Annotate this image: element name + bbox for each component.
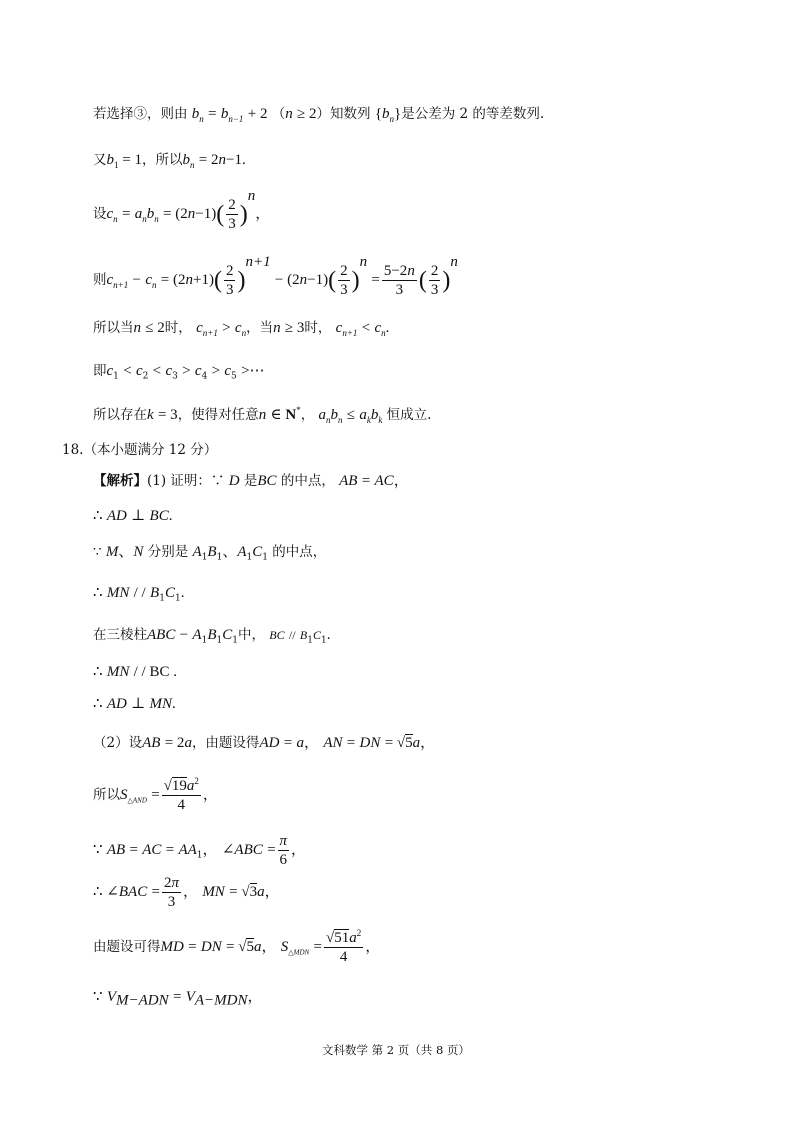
text: 的中点， [280,473,335,489]
text: ，由题设得 [191,735,260,751]
text: 又 [93,152,107,168]
line-5: 所以当n ≤ 2时， $c_{n+1} > c_n$，当n ≥ 3时， $c_{n+1} < c_n$. [93,320,390,338]
line-2: 又$b_1 = 1$，所以$b_n = 2n-1$. [93,152,246,170]
text: 即 [93,363,107,379]
text: 则 [93,272,107,288]
text: 由题设可得 [93,939,161,955]
text: ，当 [246,320,274,336]
text: 设 [93,206,107,222]
line-6: 即$c_1 < c_2 < c_3 > c_4 > c_5$ >⋯ [93,363,265,382]
text: ）知数列 [316,106,371,122]
text: （ [271,106,286,122]
text: （2）设 [93,735,143,751]
line-20: ∵ $V_{M-ADN} = V_{A-MDN}$， [93,989,263,1009]
line-14: ∴ AD ⊥ MN. [93,696,176,712]
text: 中， [237,627,265,643]
text: 分别是 [147,544,189,560]
line-1: 若选择③，则由 $b_n = b_{n-1} + 2$ （n ≥ 2）知数列 $\{b_n\}$是公差为 2 的等差数列. [93,106,545,124]
text: 若选择③，则由 [93,106,188,122]
text: 是公差为 [401,106,456,122]
line-19: 由题设可得MD = DN = √5a， $S_{\triangle MDN}$ = $\frac{√51a^2}{4}$ ， [93,928,381,965]
line-16: 所以$S_{\triangle AND}$ = $\frac{√19a^2}{4}$ ， [93,776,218,813]
line-13: ∴ MN / / BC . [93,664,177,680]
line-7: 所以存在k = 3，使得对任意n ∈ N*， $a_nb_n \le a_kb_k$ 恒成立. [93,405,432,425]
text: 所以存在 [93,407,147,423]
line-4: 则$c_{n+1} - c_n = (2n+1)$( $\frac{2}{3}$ )$^{n+1}$ − (2n−1)( $\frac{2}{3}$ )$^n$ = $\frac{5-2n}{3}$ ( $\frac{2}{3}$ )$^n$ [93,254,458,298]
text: ∵ [93,544,102,560]
line-9: ∴ AD ⊥ BC. [93,508,173,524]
text: (1) 证明：∵ [147,473,225,489]
text: 时， [304,320,332,336]
text: 是 [243,473,258,489]
line-17: ∵ AB = AC = $AA_1$， ∠ABC = $\frac{\pi}{6}$ ， [93,833,307,868]
text: ， [300,407,315,423]
text: 恒成立. [386,407,432,423]
text: 所以当 [93,320,134,336]
text: 的等差数列. [472,106,545,122]
line-12: 在三棱柱ABC − $A_1B_1C_1$中， BC // $B_1C_1$. [93,627,331,646]
text: 的中点， [272,544,327,560]
page-footer: 文科数学 第 2 页（共 8 页） [322,1043,470,1057]
line-3: 设$c_n = a_nb_n = (2n-1)$( $\frac{2}{3}$ )$^n$， [93,188,271,232]
line-10: ∵ M、N 分别是 $A_1B_1$、$A_1C_1$ 的中点， [93,544,327,563]
line-8: 【解析】(1) 证明：∵ D 是BC 的中点， AB = AC， [93,473,409,489]
text: 2 [459,106,469,122]
text: 时， [164,320,192,336]
question-18-heading: 18.（本小题满分 12 分） [62,442,218,458]
line-18: ∴ ∠BAC = $\frac{2\pi}{3}$ ， MN = √3a， [93,875,280,910]
line-15: （2）设AB = 2a，由题设得AD = a， AN = DN = √5a， [93,735,436,751]
text: ，所以 [141,152,183,168]
text: 所以 [93,787,120,803]
jiexi-label: 【解析】 [93,473,147,489]
line-11: ∴ MN / / $B_1C_1$. [93,585,185,604]
text: ，使得对任意 [177,407,259,423]
text: 在三棱柱 [93,627,147,643]
